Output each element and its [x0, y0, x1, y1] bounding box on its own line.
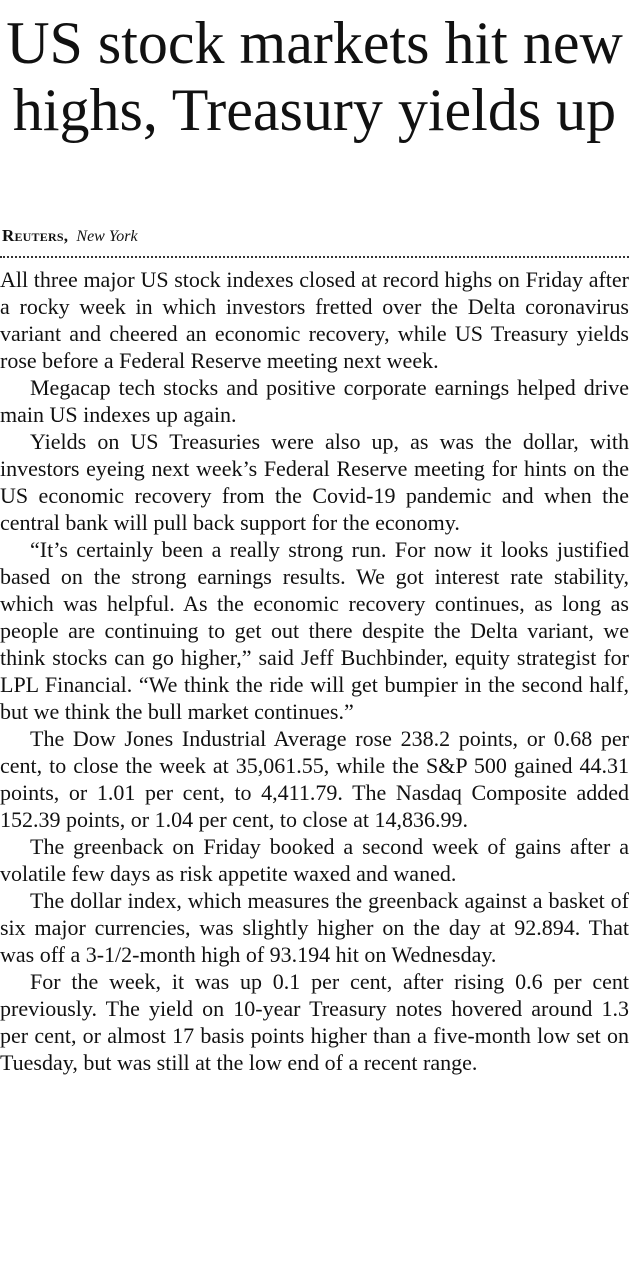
byline-agency: Reuters, [2, 226, 69, 245]
dotted-divider [0, 256, 629, 258]
headline: US stock markets hit new highs, Treasury yields up [6, 10, 623, 143]
byline-location: New York [76, 228, 138, 245]
article-paragraph: Megacap tech stocks and positive corporate earnings helped drive main US indexes up again. [0, 375, 629, 427]
article-paragraph: All three major US stock indexes closed at record highs on Friday after a rocky week in which investors fretted over the Delta coronavirus variant and cheered an economic recovery, while US Treasury yields rose before a Federal Reserve meeting next week. [0, 267, 629, 373]
article-paragraph: The Dow Jones Industrial Average rose 238.2 points, or 0.68 per cent, to close the week at 35,061.55, while the S&P 500 gained 44.31 points, or 1.01 per cent, to 4,411.79. The Nasdaq Composite added 152.39 points, or 1.04 per cent, to close at 14,836.99. [0, 726, 629, 832]
article-paragraph: The dollar index, which measures the greenback against a basket of six major currencies, was slightly higher on the day at 92.894. That was off a 3-1/2-month high of 93.194 hit on Wednesday. [0, 888, 629, 967]
article-body [0, 266, 629, 1076]
article-paragraph: Yields on US Treasuries were also up, as was the dollar, with investors eyeing next week’s Federal Reserve meeting for hints on the US economic recovery from the Covid-19 pandemic and when the central bank will pull back support for the economy. [0, 429, 629, 535]
article-paragraph: “It’s certainly been a really strong run. For now it looks justified based on the strong earnings results. We got interest rate stability, which was helpful. As the economic recovery continues, as long as people are continuing to get out there despite the Delta variant, we think stocks can go higher,” said Jeff Buchbinder, equity strategist for LPL Financial. “We think the ride will get bumpier in the second half, but we think the bull market continues.” [0, 537, 629, 724]
article-paragraph: For the week, it was up 0.1 per cent, after rising 0.6 per cent previously. The yield on 10-year Treasury notes hovered around 1.3 per cent, or almost 17 basis points higher than a five-month low set on Tuesday, but was still at the low end of a recent range. [0, 969, 629, 1075]
article-paragraph: The greenback on Friday booked a second week of gains after a volatile few days as risk appetite waxed and waned. [0, 834, 629, 886]
byline [2, 226, 138, 247]
